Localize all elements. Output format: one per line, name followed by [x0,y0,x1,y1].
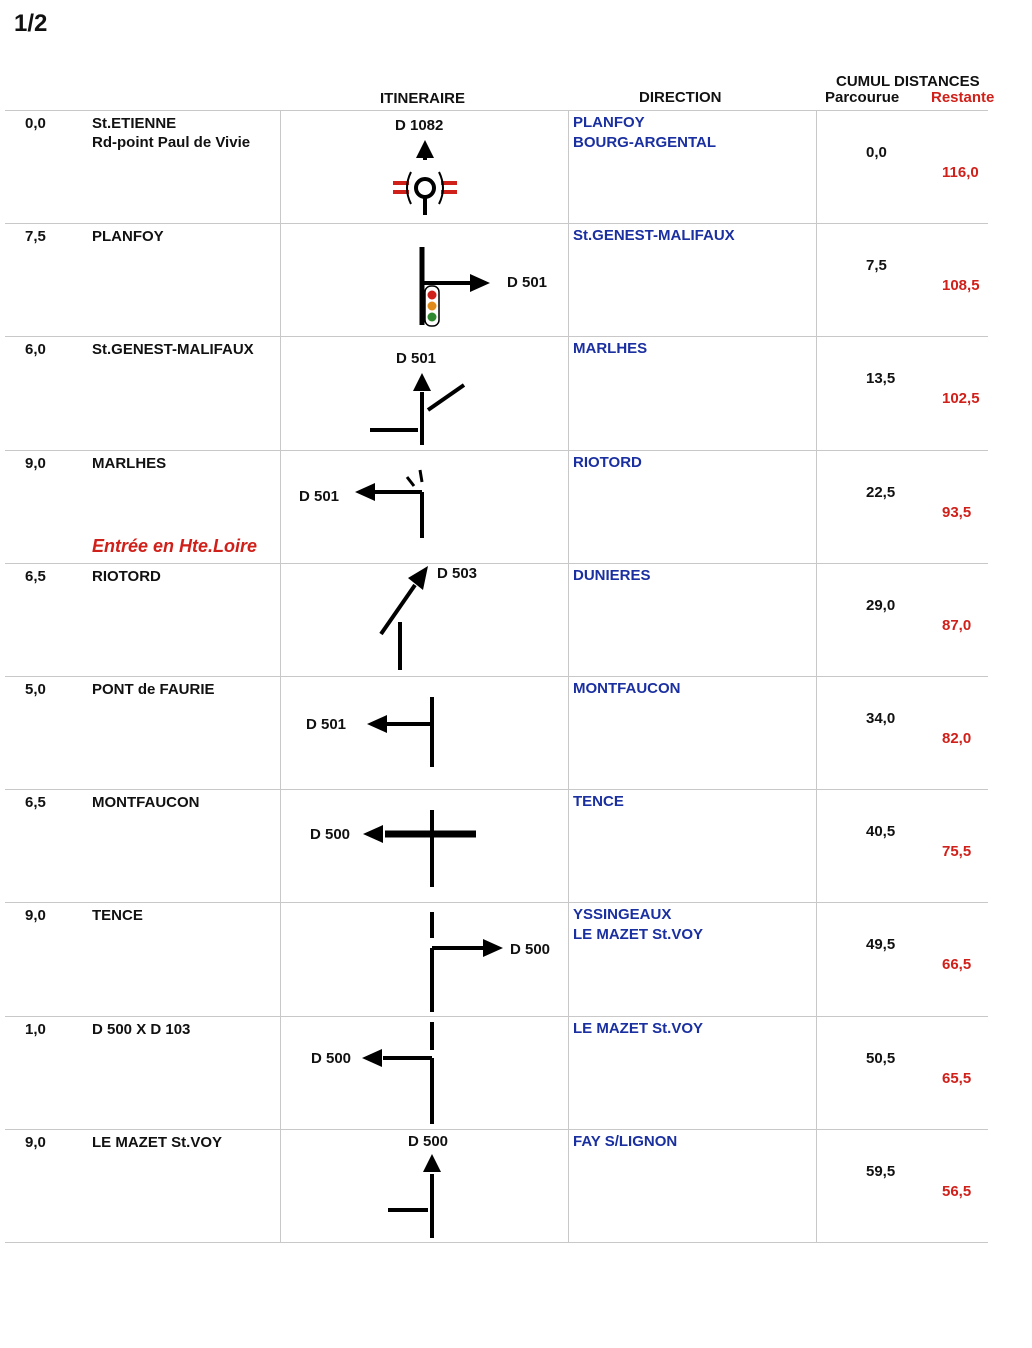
place-name: MARLHES [92,455,167,472]
arrow-head [416,140,434,158]
cumul-parcourue: 7,5 [866,257,887,274]
road-line [407,477,414,486]
direction-label: FAY S/LIGNON [573,1133,678,1150]
traffic-light-red [428,291,437,300]
road-number: D 1082 [395,117,444,134]
segment-distance: 0,0 [25,115,46,132]
place-name: LE MAZET St.VOY [92,1134,223,1151]
cumul-restante: 82,0 [942,730,972,747]
cumul-parcourue: 59,5 [866,1163,896,1180]
direction-label: DUNIERES [573,567,651,584]
direction-label: MONTFAUCON [573,680,681,697]
cumul-parcourue: 34,0 [866,710,896,727]
cumul-restante: 108,5 [942,277,980,294]
header-direction: DIRECTION [639,89,722,106]
road-number: D 501 [396,350,437,367]
cumul-restante: 116,0 [942,164,979,181]
road-number: D 500 [310,826,351,843]
road-number: D 501 [299,488,340,505]
arrow-head [413,373,431,391]
cumul-restante: 66,5 [942,956,972,973]
page-number: 1/2 [14,10,48,37]
arrow-head [483,939,503,957]
place-name: MONTFAUCON [92,794,200,811]
cumul-restante: 93,5 [942,504,972,521]
header-restante: Restante [931,89,995,106]
cumul-restante: 75,5 [942,843,972,860]
cumul-restante: 87,0 [942,617,972,634]
road-line [428,385,464,410]
direction-label: St.GENEST-MALIFAUX [573,227,735,244]
direction-label: TENCE [573,793,624,810]
place-name: St.GENEST-MALIFAUX [92,341,254,358]
road-line [420,470,422,482]
roundabout-straight-icon [393,140,457,215]
left-crossroads-icon [363,810,476,887]
region-note: Entrée en Hte.Loire [92,536,258,556]
place-subname: Rd-point Paul de Vivie [92,134,251,151]
left-turn-t-icon [367,697,432,767]
direction-label: PLANFOY [573,114,645,131]
place-name: RIOTORD [92,568,161,585]
segment-distance: 9,0 [25,907,46,924]
arrow-head [470,274,490,292]
left-turn-icon [355,470,422,538]
header-parcourue: Parcourue [825,89,900,106]
traffic-light-right-turn-icon [422,247,490,326]
cumul-parcourue: 0,0 [866,144,887,161]
bear-right-icon [381,566,428,670]
segment-distance: 6,0 [25,341,46,358]
place-name: St.ETIENNE [92,115,177,132]
direction-label: BOURG-ARGENTAL [573,134,717,151]
road-edge [439,172,443,204]
cumul-parcourue: 13,5 [866,370,896,387]
road-number: D 501 [507,274,548,291]
road-number: D 503 [437,565,478,582]
direction-label: YSSINGEAUX [573,906,672,923]
segment-distance: 6,5 [25,568,46,585]
arrow-head [423,1154,441,1172]
cumul-restante: 65,5 [942,1070,972,1087]
segment-distance: 1,0 [25,1021,46,1038]
direction-label: MARLHES [573,340,648,357]
left-turn-icon [362,1022,432,1124]
cumul-parcourue: 49,5 [866,936,896,953]
road-number: D 500 [510,941,551,958]
cumul-parcourue: 50,5 [866,1050,896,1067]
cumul-restante: 56,5 [942,1183,972,1200]
roundabout-ring [416,179,434,197]
road-edge [407,172,411,204]
place-name: PONT de FAURIE [92,681,215,698]
place-name: TENCE [92,907,143,924]
cumul-restante: 102,5 [942,390,980,407]
cumul-parcourue: 40,5 [866,823,896,840]
place-name: D 500 X D 103 [92,1021,191,1038]
road-number: D 500 [311,1050,352,1067]
traffic-light-green [428,313,437,322]
arrow-head [363,825,383,843]
arrow-head [355,483,375,501]
road-number: D 501 [306,716,347,733]
cumul-parcourue: 22,5 [866,484,896,501]
road-number: D 500 [408,1133,449,1150]
direction-label: LE MAZET St.VOY [573,926,704,943]
direction-label: RIOTORD [573,454,642,471]
arrow-head [367,715,387,733]
segment-distance: 6,5 [25,794,46,811]
header-itineraire: ITINERAIRE [380,90,466,107]
straight-at-junction-icon [370,373,464,445]
arrow-head [362,1049,382,1067]
traffic-light-amber [428,302,437,311]
direction-label: LE MAZET St.VOY [573,1020,704,1037]
straight-at-junction-icon [388,1154,441,1238]
segment-distance: 9,0 [25,1134,46,1151]
cumul-parcourue: 29,0 [866,597,896,614]
header-cumul: CUMUL DISTANCES [836,73,980,90]
segment-distance: 5,0 [25,681,46,698]
place-name: PLANFOY [92,228,164,245]
segment-distance: 7,5 [25,228,46,245]
arrow-head [408,566,428,590]
segment-distance: 9,0 [25,455,46,472]
right-turn-icon [432,912,503,1012]
